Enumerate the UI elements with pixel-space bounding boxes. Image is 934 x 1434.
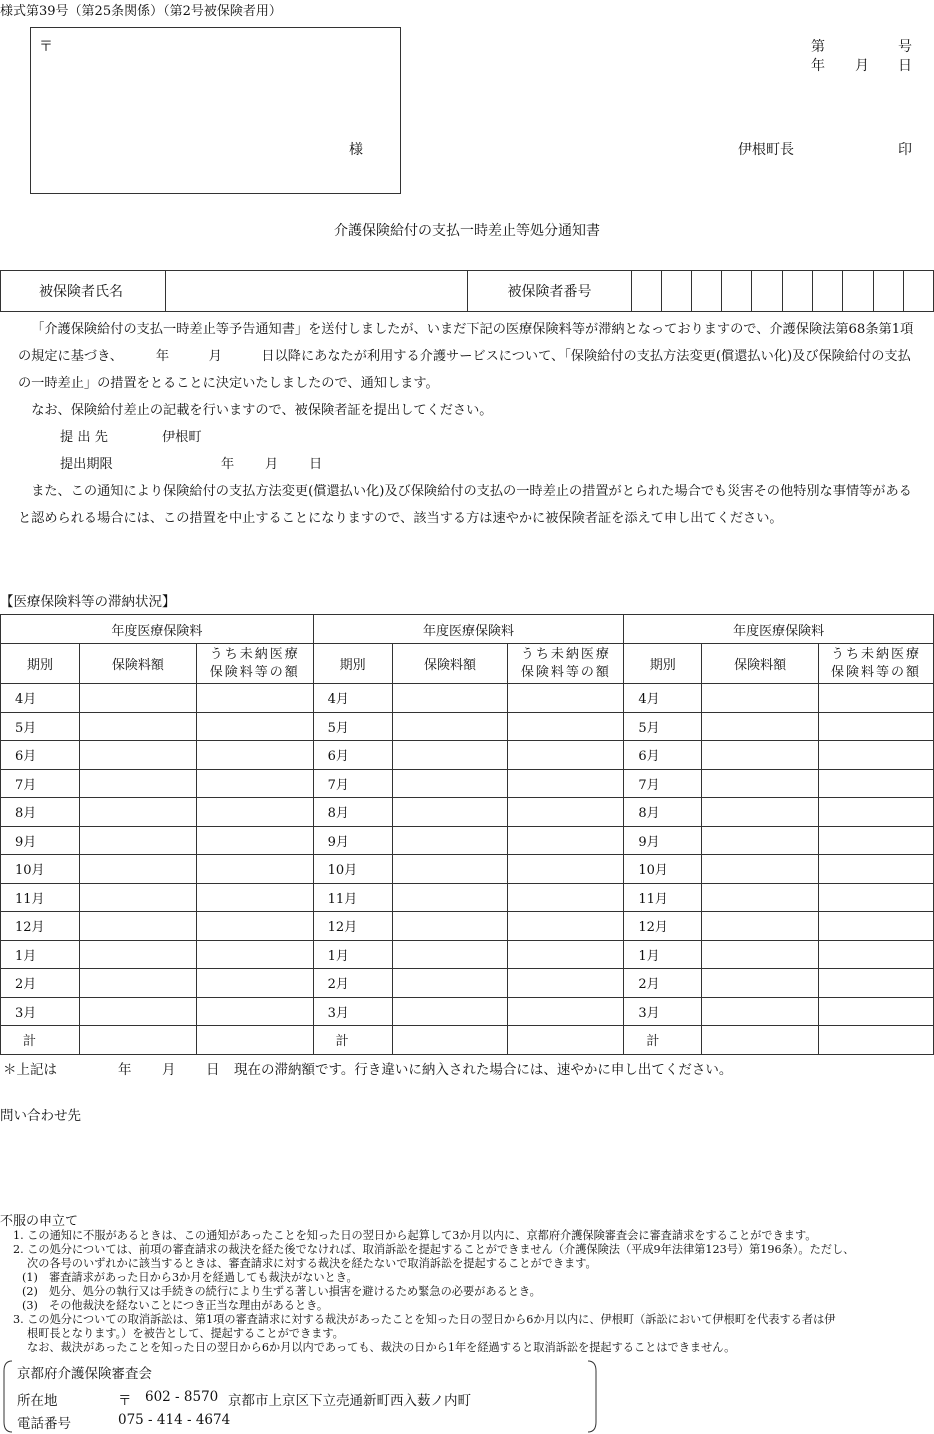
contact-address: 京都市上京区下立売通新町西入薮ノ内町 xyxy=(228,1393,471,1409)
unpaid-cell[interactable] xyxy=(508,855,624,884)
contact-phone: 075 - 414 - 4674 xyxy=(118,1412,231,1428)
unpaid-header-line: うち未納医療 xyxy=(209,646,300,662)
footnote-day: 日 xyxy=(206,1062,220,1078)
group-header: 年度医療保険料 xyxy=(624,615,934,644)
amount-cell[interactable] xyxy=(702,684,819,713)
deadline-day: 日 xyxy=(309,457,323,472)
period-cell: 2月 xyxy=(313,969,392,998)
insured-number-digit[interactable] xyxy=(662,271,692,312)
amount-cell[interactable] xyxy=(79,769,196,798)
insured-number-digit[interactable] xyxy=(874,271,904,312)
amount-cell[interactable] xyxy=(702,940,819,969)
contact-org: 京都府介護保険審査会 xyxy=(17,1366,152,1382)
unpaid-cell[interactable] xyxy=(819,798,934,827)
period-cell: 11月 xyxy=(313,883,392,912)
submit-to-label: 提 出 先 xyxy=(60,430,108,445)
insured-number-digit[interactable] xyxy=(843,271,874,312)
contact-address-label: 所在地 xyxy=(17,1393,58,1409)
period-cell: 2月 xyxy=(624,969,702,998)
period-cell: 9月 xyxy=(1,826,80,855)
unpaid-cell[interactable] xyxy=(508,997,624,1026)
unpaid-cell[interactable] xyxy=(196,1026,313,1055)
appeal-item: 3. この処分についての取消訴訟は、第1項の審査請求に対する裁決があったことを知った日の翌日から6か月以内に、伊根町（訴訟において伊根町を代表する者は伊 xyxy=(13,1313,836,1326)
unpaid-header xyxy=(819,644,934,684)
doc-number-prefix: 第 xyxy=(811,39,825,55)
period-cell: 8月 xyxy=(1,798,80,827)
period-cell: 5月 xyxy=(624,712,702,741)
amount-cell[interactable] xyxy=(702,741,819,770)
period-header: 期別 xyxy=(624,644,702,684)
amount-cell[interactable] xyxy=(702,912,819,941)
period-cell: 12月 xyxy=(624,912,702,941)
period-cell: 11月 xyxy=(1,883,80,912)
contact-postal-mark: 〒 xyxy=(118,1393,132,1409)
appeal-item: (2) 処分、処分の執行又は手続きの続行により生ずる著しい損害を避けるため緊急の必要があるとき。 xyxy=(22,1285,541,1298)
footnote-prefix: ＊上記は xyxy=(3,1062,57,1078)
total-cell: 計 xyxy=(624,1026,702,1055)
insured-name-label: 被保険者氏名 xyxy=(1,271,166,312)
amount-cell[interactable] xyxy=(702,997,819,1026)
period-cell: 8月 xyxy=(624,798,702,827)
unpaid-cell[interactable] xyxy=(196,912,313,941)
period-cell: 11月 xyxy=(624,883,702,912)
period-cell: 10月 xyxy=(1,855,80,884)
period-cell: 2月 xyxy=(1,969,80,998)
amount-cell[interactable] xyxy=(702,969,819,998)
page-title: 介護保険給付の支払一時差止等処分通知書 xyxy=(334,223,600,239)
amount-cell[interactable] xyxy=(79,940,196,969)
amount-cell[interactable] xyxy=(702,769,819,798)
unpaid-cell[interactable] xyxy=(196,940,313,969)
issuer-seal: 印 xyxy=(898,142,912,158)
table-row xyxy=(1,684,934,713)
period-header: 期別 xyxy=(1,644,80,684)
form-number: 様式第39号（第25条関係）（第2号被保険者用） xyxy=(0,4,282,19)
footnote-month: 月 xyxy=(162,1062,176,1078)
total-cell: 計 xyxy=(313,1026,392,1055)
unpaid-cell[interactable] xyxy=(508,883,624,912)
unpaid-header-line: 保険料等の額 xyxy=(520,664,611,680)
arrears-status-table xyxy=(0,614,934,1055)
table-row xyxy=(1,712,934,741)
period-cell: 3月 xyxy=(313,997,392,1026)
unpaid-cell[interactable] xyxy=(196,798,313,827)
amount-cell[interactable] xyxy=(79,826,196,855)
period-cell: 1月 xyxy=(313,940,392,969)
amount-cell[interactable] xyxy=(79,855,196,884)
period-cell: 7月 xyxy=(1,769,80,798)
issuer-name: 伊根町長 xyxy=(738,142,794,158)
insured-number-label: 被保険者番号 xyxy=(468,271,632,312)
period-cell: 7月 xyxy=(313,769,392,798)
amount-cell[interactable] xyxy=(79,741,196,770)
appeal-item: (3) その他裁決を経ないことにつき正当な理由があるとき。 xyxy=(22,1299,329,1312)
amount-cell[interactable] xyxy=(79,1026,196,1055)
insured-number-digit[interactable] xyxy=(904,271,934,312)
unpaid-header xyxy=(196,644,313,684)
period-cell: 1月 xyxy=(624,940,702,969)
amount-cell[interactable] xyxy=(392,826,508,855)
insured-table xyxy=(0,270,934,312)
unpaid-cell[interactable] xyxy=(819,684,934,713)
period-cell: 12月 xyxy=(313,912,392,941)
unpaid-header xyxy=(508,644,624,684)
unpaid-cell[interactable] xyxy=(508,826,624,855)
amount-cell[interactable] xyxy=(392,997,508,1026)
insured-name-field[interactable] xyxy=(166,271,468,312)
amount-cell[interactable] xyxy=(392,1026,508,1055)
period-cell: 10月 xyxy=(313,855,392,884)
unpaid-cell[interactable] xyxy=(508,741,624,770)
unpaid-header-line: うち未納医療 xyxy=(831,646,922,662)
appeal-item: 根町長となります。）を被告として、提起することができます。 xyxy=(27,1327,344,1340)
period-cell: 5月 xyxy=(1,712,80,741)
appeal-heading: 不服の申立て xyxy=(0,1214,79,1229)
table-row xyxy=(1,997,934,1026)
address-box xyxy=(30,27,401,194)
amount-cell[interactable] xyxy=(702,712,819,741)
amount-cell[interactable] xyxy=(392,769,508,798)
addressee-honorific: 様 xyxy=(349,142,363,158)
amount-header: 保険料額 xyxy=(392,644,508,684)
unpaid-header-line: うち未納医療 xyxy=(520,646,611,662)
insured-number-digit[interactable] xyxy=(783,271,813,312)
inquiry-label: 問い合わせ先 xyxy=(0,1108,81,1124)
submit-to-value: 伊根町 xyxy=(162,430,202,445)
unpaid-cell[interactable] xyxy=(819,997,934,1026)
period-cell: 6月 xyxy=(313,741,392,770)
amount-cell[interactable] xyxy=(392,741,508,770)
period-cell: 7月 xyxy=(624,769,702,798)
doc-number-suffix: 号 xyxy=(898,39,912,55)
amount-cell[interactable] xyxy=(392,684,508,713)
unpaid-cell[interactable] xyxy=(196,997,313,1026)
amount-cell[interactable] xyxy=(79,798,196,827)
amount-header: 保険料額 xyxy=(79,644,196,684)
insured-number-digit[interactable] xyxy=(813,271,843,312)
unpaid-cell[interactable] xyxy=(819,855,934,884)
amount-cell[interactable] xyxy=(392,912,508,941)
period-cell: 1月 xyxy=(1,940,80,969)
appeal-item: なお、裁決があったことを知った日の翌日から6か月以内であっても、裁決の日から1年を経過すると取消訴訟を提起することはできません。 xyxy=(27,1341,736,1354)
appeal-item: (1) 審査請求があった日から3か月を経過しても裁決がないとき。 xyxy=(22,1271,358,1284)
period-cell: 9月 xyxy=(313,826,392,855)
unpaid-cell[interactable] xyxy=(508,684,624,713)
period-cell: 4月 xyxy=(624,684,702,713)
amount-cell[interactable] xyxy=(392,969,508,998)
period-cell: 5月 xyxy=(313,712,392,741)
footnote-year: 年 xyxy=(118,1062,132,1078)
unpaid-cell[interactable] xyxy=(196,741,313,770)
unpaid-cell[interactable] xyxy=(819,826,934,855)
unpaid-cell[interactable] xyxy=(508,1026,624,1055)
period-cell: 6月 xyxy=(1,741,80,770)
period-cell: 12月 xyxy=(1,912,80,941)
contact-phone-label: 電話番号 xyxy=(17,1416,71,1432)
table-row xyxy=(1,798,934,827)
unpaid-cell[interactable] xyxy=(508,798,624,827)
unpaid-cell[interactable] xyxy=(196,684,313,713)
table-row xyxy=(1,969,934,998)
amount-cell[interactable] xyxy=(392,940,508,969)
group-header: 年度医療保険料 xyxy=(1,615,314,644)
table-row xyxy=(1,912,934,941)
amount-header: 保険料額 xyxy=(702,644,819,684)
unpaid-header-line: 保険料等の額 xyxy=(209,664,300,680)
amount-cell[interactable] xyxy=(392,712,508,741)
appeal-item: 1. この通知に不服があるときは、この通知があったことを知った日の翌日から起算して3か月以内に、京都府介護保険審査会に審査請求をすることができます。 xyxy=(13,1229,817,1242)
appeal-item: 2. この処分については、前項の審査請求の裁決を経た後でなければ、取消訴訟を提起することができません（介護保険法（平成9年法律第123号）第196条）。ただし、 xyxy=(13,1243,855,1256)
amount-cell[interactable] xyxy=(702,855,819,884)
table-row xyxy=(1,769,934,798)
postal-mark: 〒 xyxy=(39,39,53,55)
unpaid-cell[interactable] xyxy=(508,769,624,798)
unpaid-cell[interactable] xyxy=(196,826,313,855)
unpaid-cell[interactable] xyxy=(196,883,313,912)
amount-cell[interactable] xyxy=(79,997,196,1026)
amount-cell[interactable] xyxy=(702,826,819,855)
amount-cell[interactable] xyxy=(79,969,196,998)
notice-paragraph-3: また、この通知により保険給付の支払方法変更(償還払い化)及び保険給付の支払の一時差止の措置がとられた場合でも災害その他特別な事情等があると認められる場合には、この措置を中止することになりますので、該当する方は速やかに被保険者証を添えて申し出てください。 xyxy=(18,484,912,526)
amount-cell[interactable] xyxy=(79,712,196,741)
unpaid-cell[interactable] xyxy=(196,855,313,884)
unpaid-cell[interactable] xyxy=(196,969,313,998)
insured-number-digit[interactable] xyxy=(752,271,783,312)
group-header: 年度医療保険料 xyxy=(313,615,624,644)
period-cell: 10月 xyxy=(624,855,702,884)
amount-cell[interactable] xyxy=(79,684,196,713)
period-cell: 9月 xyxy=(624,826,702,855)
unpaid-cell[interactable] xyxy=(196,712,313,741)
notice-paragraph-1: 「介護保険給付の支払一時差止等予告通知書」を送付しましたが、いまだ下記の医療保険料等が滞納となっておりますので、介護保険法第68条第1項の規定に基づき、 年 月 日以降にあなたが利用する介護サービスについて、「保険給付の支払方法変更(償還払い化)及び保険給付の支払の一時差止」の措置をとることに決定いたしましたので、通知します。 xyxy=(18,322,914,391)
amount-cell[interactable] xyxy=(702,798,819,827)
table-row xyxy=(1,741,934,770)
period-cell: 4月 xyxy=(313,684,392,713)
table-row xyxy=(1,826,934,855)
table-row xyxy=(1,855,934,884)
total-cell: 計 xyxy=(1,1026,80,1055)
amount-cell[interactable] xyxy=(702,1026,819,1055)
insured-number-digit[interactable] xyxy=(692,271,722,312)
doc-date-month: 月 xyxy=(855,58,869,74)
status-heading: 【医療保険料等の滞納状況】 xyxy=(0,594,176,610)
period-cell: 3月 xyxy=(624,997,702,1026)
unpaid-cell[interactable] xyxy=(819,769,934,798)
table-row xyxy=(1,1026,934,1055)
unpaid-cell[interactable] xyxy=(508,912,624,941)
footnote-suffix: 現在の滞納額です。行き違いに納入された場合には、速やかに申し出てください。 xyxy=(234,1062,733,1078)
deadline-year: 年 xyxy=(221,457,235,472)
amount-cell[interactable] xyxy=(79,912,196,941)
period-cell: 3月 xyxy=(1,997,80,1026)
unpaid-cell[interactable] xyxy=(508,712,624,741)
period-cell: 4月 xyxy=(1,684,80,713)
unpaid-cell[interactable] xyxy=(508,969,624,998)
amount-cell[interactable] xyxy=(392,798,508,827)
amount-cell[interactable] xyxy=(392,883,508,912)
contact-postal-code: 602 - 8570 xyxy=(145,1389,219,1405)
unpaid-cell[interactable] xyxy=(508,940,624,969)
amount-cell[interactable] xyxy=(392,855,508,884)
period-cell: 8月 xyxy=(313,798,392,827)
period-cell: 6月 xyxy=(624,741,702,770)
appeal-item: 次の各号のいずれかに該当するときは、審査請求に対する裁決を経たないで取消訴訟を提起することができます。 xyxy=(27,1257,597,1270)
unpaid-header-line: 保険料等の額 xyxy=(831,664,922,680)
doc-date-year: 年 xyxy=(811,58,825,74)
unpaid-cell[interactable] xyxy=(196,769,313,798)
notice-paragraph-2: なお、保険給付差止の記載を行いますので、被保険者証を提出してください。 xyxy=(31,403,493,418)
unpaid-cell[interactable] xyxy=(819,712,934,741)
deadline-label: 提出期限 xyxy=(60,457,113,472)
period-header: 期別 xyxy=(313,644,392,684)
deadline-month: 月 xyxy=(265,457,279,472)
unpaid-cell[interactable] xyxy=(819,940,934,969)
table-row xyxy=(1,883,934,912)
unpaid-cell[interactable] xyxy=(819,969,934,998)
amount-cell[interactable] xyxy=(702,883,819,912)
unpaid-cell[interactable] xyxy=(819,1026,934,1055)
unpaid-cell[interactable] xyxy=(819,883,934,912)
doc-date-day: 日 xyxy=(898,58,912,74)
insured-number-digit[interactable] xyxy=(632,271,662,312)
unpaid-cell[interactable] xyxy=(819,741,934,770)
amount-cell[interactable] xyxy=(79,883,196,912)
insured-number-digit[interactable] xyxy=(722,271,752,312)
unpaid-cell[interactable] xyxy=(819,912,934,941)
table-row xyxy=(1,940,934,969)
